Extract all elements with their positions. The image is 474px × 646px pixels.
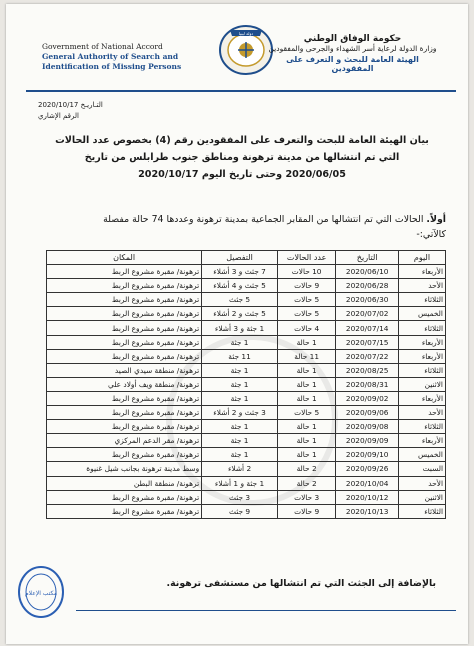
header-english <box>42 42 202 72</box>
cell-place: ترهونة/ مقبرة مشروع الربط <box>47 321 202 335</box>
cell-day: الأربعاء <box>399 335 446 349</box>
cell-day: الأحد <box>399 279 446 293</box>
header-details: التفصيل <box>202 251 278 265</box>
cell-date: 2020/07/15 <box>336 335 399 349</box>
header-arabic-line1: حكومة الوفاق الوطني <box>303 34 402 44</box>
cell-count: 5 حالات <box>277 293 335 307</box>
statement-title <box>42 132 442 183</box>
cell-count: 3 حالات <box>277 490 335 504</box>
cell-count: 1 حالة <box>277 434 335 448</box>
ref-number-label: الرقم الإشاري <box>38 112 79 120</box>
cell-place: ترهونة/ مقبرة مشروع الربط <box>47 307 202 321</box>
table-row <box>47 279 446 293</box>
cell-place: ترهونة/ منطقة ويف أولاد علي <box>47 377 202 391</box>
ref-date-value: 2020/10/17 <box>38 101 79 109</box>
cell-details: 11 جثة <box>202 349 278 363</box>
cell-place: ترهونة/ مقبرة مشروع الربط <box>47 420 202 434</box>
cell-count: 2 حالة <box>277 462 335 476</box>
cell-place: ترهونة/ مقبرة مشروع الربط <box>47 279 202 293</box>
cell-place: ترهونة/ مقبرة مشروع الربط <box>47 265 202 279</box>
cell-day: الأربعاء <box>399 349 446 363</box>
cell-count: 9 حالات <box>277 279 335 293</box>
table-row <box>47 490 446 504</box>
stamp-text: مكتب الإعلام <box>24 590 58 597</box>
table-row <box>47 476 446 490</box>
cell-count: 1 حالة <box>277 420 335 434</box>
cell-details: 3 جثث و 2 أشلاء <box>202 406 278 420</box>
table-row <box>47 265 446 279</box>
cell-place: ترهونة/ مقبرة مشروع الربط <box>47 490 202 504</box>
header-arabic-line2: وزارة الدولة لرعاية أسر الشهداء والجرحى والمفقودين <box>268 44 437 53</box>
cell-date: 2020/06/10 <box>336 265 399 279</box>
cell-day: الأربعاء <box>399 391 446 405</box>
cell-details: 1 جثة و 3 أشلاء <box>202 321 278 335</box>
table-header-row <box>47 251 446 265</box>
header-date: التاريخ <box>336 251 399 265</box>
cell-place: ترهونة/ مقر الدعم المركزي <box>47 434 202 448</box>
cell-count: 2 حالة <box>277 476 335 490</box>
cell-place: ترهونة/ مقبرة مشروع الربط <box>47 349 202 363</box>
cell-count: 1 حالة <box>277 377 335 391</box>
cell-details: 7 جثث و 3 أشلاء <box>202 265 278 279</box>
footnote: بالإضافة إلى الجثث التي تم انتشالها من مستشفى ترهونة. <box>166 578 436 589</box>
cell-details: 1 جثة <box>202 363 278 377</box>
cell-day: الخميس <box>399 448 446 462</box>
cell-day: الثلاثاء <box>399 321 446 335</box>
section-text: الحالات التي تم انتشالها من المقابر الجماعية بمدينة ترهونة وعددها 74 حالة مفصلة <box>103 214 424 225</box>
table-row <box>47 363 446 377</box>
cell-count: 1 حالة <box>277 391 335 405</box>
table-row <box>47 377 446 391</box>
cell-place: ترهونة/ منطقة البطن <box>47 476 202 490</box>
cell-details: 1 جثة <box>202 391 278 405</box>
cell-details: 5 جثث و 4 أشلاء <box>202 279 278 293</box>
header-count: عدد الحالات <box>277 251 335 265</box>
footer-bar <box>76 610 456 625</box>
cell-details: 1 جثة <box>202 448 278 462</box>
cell-day: السبت <box>399 462 446 476</box>
cell-date: 2020/06/28 <box>336 279 399 293</box>
cell-day: الخميس <box>399 307 446 321</box>
cell-count: 4 حالات <box>277 321 335 335</box>
header-place: المكان <box>47 251 202 265</box>
cell-count: 9 حالات <box>277 504 335 518</box>
cell-place: وسط مدينة ترهونة بجانب شيل غنيوة <box>47 462 202 476</box>
cell-date: 2020/09/08 <box>336 420 399 434</box>
cell-count: 1 حالة <box>277 448 335 462</box>
document-page <box>6 4 468 644</box>
table-row <box>47 462 446 476</box>
cell-date: 2020/09/26 <box>336 462 399 476</box>
cell-date: 2020/10/12 <box>336 490 399 504</box>
cell-details: 1 جثة و 1 أشلاء <box>202 476 278 490</box>
table-row <box>47 321 446 335</box>
title-line3: 2020/06/05 وحتى تاريخ اليوم 2020/10/17 <box>138 169 346 180</box>
table-row <box>47 420 446 434</box>
cell-date: 2020/08/31 <box>336 377 399 391</box>
office-stamp-icon <box>16 564 66 620</box>
cell-place: ترهونة/ مقبرة مشروع الربط <box>47 335 202 349</box>
cell-date: 2020/09/02 <box>336 391 399 405</box>
cell-day: الاثنين <box>399 377 446 391</box>
cell-details: 5 جثث <box>202 293 278 307</box>
header-english-line2: General Authority of Search and <box>42 52 179 61</box>
table-row <box>47 434 446 448</box>
cell-date: 2020/07/14 <box>336 321 399 335</box>
table-row <box>47 349 446 363</box>
cell-place: ترهونة/ مقبرة مشروع الربط <box>47 293 202 307</box>
title-line2: التي تم انتشالها من مدينة ترهونة ومناطق جنوب طرابلس من تاريخ <box>84 152 400 163</box>
cell-details: 1 جثة <box>202 420 278 434</box>
reference-block <box>38 100 103 122</box>
cell-details: 1 جثة <box>202 335 278 349</box>
cell-details: 5 جثث و 2 أشلاء <box>202 307 278 321</box>
cell-place: ترهونة/ مقبرة مشروع الربط <box>47 448 202 462</box>
cell-date: 2020/07/22 <box>336 349 399 363</box>
cell-date: 2020/08/25 <box>336 363 399 377</box>
cell-date: 2020/09/06 <box>336 406 399 420</box>
cell-count: 1 حالة <box>277 363 335 377</box>
cell-date: 2020/06/30 <box>336 293 399 307</box>
table-row <box>47 406 446 420</box>
cell-details: 2 أشلاء <box>202 462 278 476</box>
cell-details: 3 جثث <box>202 490 278 504</box>
cell-date: 2020/10/13 <box>336 504 399 518</box>
logo-top-text: دولة ليبيا <box>238 31 254 36</box>
cell-day: الثلاثاء <box>399 293 446 307</box>
header-arabic <box>265 34 440 73</box>
cell-count: 5 حالات <box>277 406 335 420</box>
cell-day: الأحد <box>399 476 446 490</box>
header-english-line3: Identification of Missing Persons <box>42 62 182 71</box>
table-row <box>47 391 446 405</box>
cell-count: 10 حالات <box>277 265 335 279</box>
table-row <box>47 448 446 462</box>
cell-place: ترهونة/ منطقة سيدي الصيد <box>47 363 202 377</box>
header-divider <box>26 90 456 92</box>
cell-count: 5 حالات <box>277 307 335 321</box>
header-english-line1: Government of National Accord <box>42 42 163 51</box>
cell-day: الثلاثاء <box>399 420 446 434</box>
cell-place: ترهونة/ مقبرة مشروع الربط <box>47 504 202 518</box>
cell-place: ترهونة/ مقبرة مشروع الربط <box>47 406 202 420</box>
cell-day: الأحد <box>399 406 446 420</box>
header-day: اليوم <box>399 251 446 265</box>
cell-details: 1 جثة <box>202 434 278 448</box>
table-row <box>47 504 446 518</box>
header-arabic-line3: الهيئة العامة للبحث و التعرف على المفقودين <box>286 55 419 73</box>
cell-day: الثلاثاء <box>399 504 446 518</box>
cell-date: 2020/10/04 <box>336 476 399 490</box>
table-row <box>47 307 446 321</box>
cell-date: 2020/09/09 <box>336 434 399 448</box>
title-line1: بيان الهيئة العامة للبحث والتعرف على المفقودين رقم (4) بخصوص عدد الحالات <box>55 135 429 146</box>
cell-count: 11 حالة <box>277 349 335 363</box>
table-row <box>47 293 446 307</box>
cases-table <box>46 250 446 519</box>
section-heading: أولاً. <box>426 214 446 225</box>
cell-day: الأربعاء <box>399 265 446 279</box>
cell-details: 9 جثث <box>202 504 278 518</box>
ref-date-label: التـاريـخ <box>80 101 103 109</box>
cell-day: الاثنين <box>399 490 446 504</box>
cell-day: الثلاثاء <box>399 363 446 377</box>
section-intro <box>46 212 446 242</box>
cell-day: الأربعاء <box>399 434 446 448</box>
cell-date: 2020/09/10 <box>336 448 399 462</box>
cell-date: 2020/07/02 <box>336 307 399 321</box>
cell-count: 1 حالة <box>277 335 335 349</box>
cell-place: ترهونة/ مقبرة مشروع الربط <box>47 391 202 405</box>
cell-details: 1 جثة <box>202 377 278 391</box>
section-text2: كالآتي:- <box>416 229 446 240</box>
table-row <box>47 335 446 349</box>
